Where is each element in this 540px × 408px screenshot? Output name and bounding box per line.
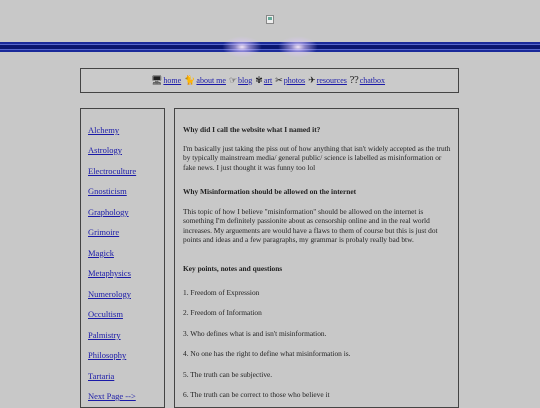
point-item: 6. The truth can be correct to those who believe it [183,390,330,399]
sidebar-link-palmistry[interactable]: Palmistry [88,330,121,340]
sidebar [80,108,165,408]
point-item: 5. The truth can be subjective. [183,370,273,379]
sidebar-item-graphology [88,207,129,217]
sidebar-item-electroculture [88,166,136,176]
sidebar-item-metaphysics [88,268,131,278]
point-item: 4. No one has the right to define what misinformation is. [183,349,351,358]
sidebar-item-numerology [88,289,131,299]
point-item: 2. Freedom of Information [183,308,262,317]
sidebar-item-philosophy [88,350,126,360]
sidebar-link-philosophy[interactable]: Philosophy [88,350,127,360]
sidebar-item-palmistry [88,330,121,340]
nav-art-link[interactable]: art [263,76,273,85]
sidebar-item-magick [88,248,114,258]
paragraph-misinformation: This topic of how I believe "misinformation" should be allowed on the internet is something I'm definitely passionite about as censorship online and in the real world increases. My arguements are would have a flaws to them of course but this is just dot points and ideas and a few paragraphs, my grammar is probaly really bad btw. [183,207,438,244]
nav-photos-link[interactable]: photos [283,76,306,85]
nav-resources-link[interactable]: resources [316,76,347,85]
sidebar-item-astrology [88,145,122,155]
nav-blog-link[interactable]: blog [238,76,253,85]
sidebar-link-gnosticism[interactable]: Gnosticism [88,186,127,196]
sidebar-item-grimoire [88,227,119,237]
sidebar-link-tartaria[interactable]: Tartaria [88,371,115,381]
banner-glow-right [278,36,318,58]
top-nav [80,68,459,93]
nav-about-me-link[interactable]: about me [196,76,226,85]
sidebar-link-electroculture[interactable]: Electroculture [88,166,137,176]
sidebar-item-tartaria [88,371,114,381]
computer-icon: 🖥 [150,75,163,85]
sidebar-item-occultism [88,309,123,319]
point-item: 1. Freedom of Expression [183,288,260,297]
sidebar-link-occultism[interactable]: Occultism [88,309,123,319]
next-page-link[interactable]: Next Page --> [88,391,136,401]
heading-key-points: Key points, notes and questions [183,264,283,273]
question-icon: ⁇ [349,75,359,85]
nav-chatbox-link[interactable]: chatbox [359,76,386,85]
banner-glow-left [222,36,262,58]
sidebar-link-grimoire[interactable]: Grimoire [88,227,120,237]
sidebar-link-astrology[interactable]: Astrology [88,145,122,155]
plane-icon: ✈ [308,75,316,85]
sidebar-link-magick[interactable]: Magick [88,248,114,258]
point-item: 3. Who defines what is and isn't misinformation. [183,329,327,338]
heading-website-name: Why did I call the website what I named it? [183,125,321,134]
main-content [174,108,459,408]
sidebar-link-alchemy[interactable]: Alchemy [88,125,120,135]
heading-misinformation: Why Misinformation should be allowed on the internet [183,187,357,196]
broken-image-icon [266,15,274,24]
nav-home-link[interactable]: home [163,76,182,85]
cat-icon: 🐈 [184,75,196,85]
sidebar-item-next-page [88,391,136,401]
header-banner [0,42,540,52]
sidebar-item-gnosticism [88,186,127,196]
pointer-icon: ☞ [228,75,238,85]
sidebar-link-numerology[interactable]: Numerology [88,289,131,299]
sidebar-item-alchemy [88,125,119,135]
scissors-icon: ✂ [275,75,283,85]
sidebar-link-metaphysics[interactable]: Metaphysics [88,268,131,278]
flower-icon: ✾ [255,75,263,85]
sidebar-link-graphology[interactable]: Graphology [88,207,129,217]
paragraph-website-name: I'm basically just taking the piss out of how anything that isn't widely accepted as the truth by typically mainstream media/ general public/ science is labelled as misinformation or fake news. I just thought it was funny too lol [183,144,451,172]
